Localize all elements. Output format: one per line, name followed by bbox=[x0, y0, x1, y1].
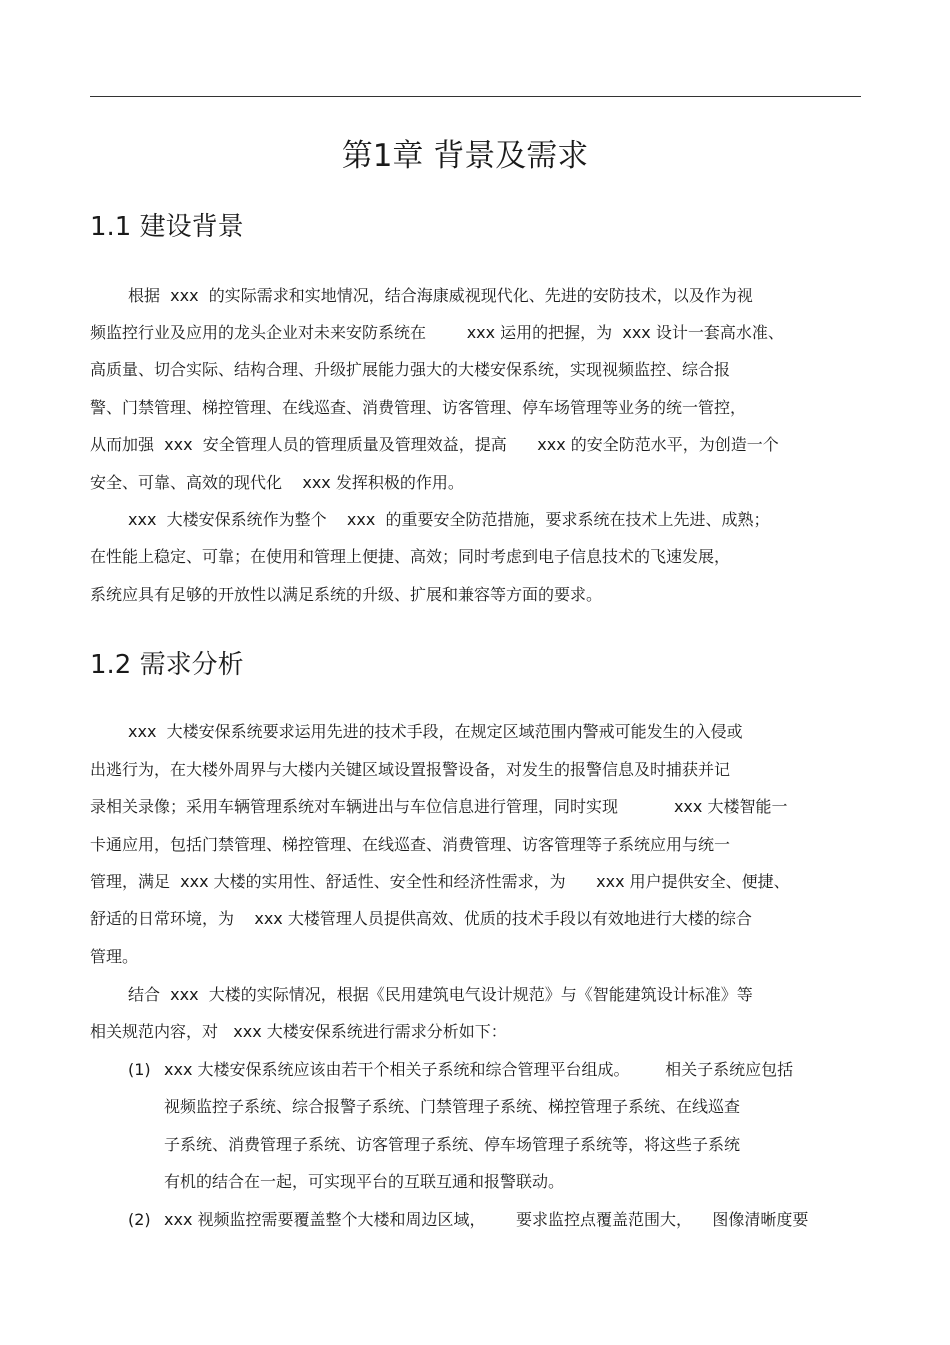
section-heading-background: 1.1 建设背景 bbox=[90, 212, 244, 242]
paragraph-line: 结合 xxx 大楼的实际情况，根据《民用建筑电气设计规范》与《智能建筑设计标准》等 bbox=[128, 985, 753, 1004]
list-item-line: xxx 大楼安保系统应该由若干个相关子系统和综合管理平台组成。 相关子系统应包括 bbox=[164, 1060, 794, 1079]
paragraph-line: xxx 大楼安保系统要求运用先进的技术手段，在规定区域范围内警戒可能发生的入侵或 bbox=[128, 722, 743, 741]
paragraph-line: xxx 大楼安保系统作为整个 xxx 的重要安全防范措施，要求系统在技术上先进、成熟； bbox=[128, 510, 770, 529]
list-item-line: 有机的结合在一起，可实现平台的互联互通和报警联动。 bbox=[164, 1172, 565, 1191]
paragraph-line: 卡通应用，包括门禁管理、梯控管理、在线巡查、消费管理、访客管理等子系统应用与统一 bbox=[90, 835, 731, 854]
paragraph-line: 出逃行为，在大楼外周界与大楼内关键区域设置报警设备，对发生的报警信息及时捕获并记 bbox=[90, 760, 731, 779]
paragraph-line: 安全、可靠、高效的现代化 xxx 发挥积极的作用。 bbox=[90, 473, 464, 492]
paragraph-line: 根据 xxx 的实际需求和实地情况，结合海康威视现代化、先进的安防技术，以及作为视 bbox=[128, 286, 753, 305]
paragraph-line: 管理。 bbox=[90, 947, 139, 966]
paragraph-line: 相关规范内容，对 xxx 大楼安保系统进行需求分析如下： bbox=[90, 1022, 507, 1041]
paragraph-line: 舒适的日常环境，为 xxx 大楼管理人员提供高效、优质的技术手段以有效地进行大楼的综合 bbox=[90, 909, 752, 928]
paragraph-line: 高质量、切合实际、结构合理、升级扩展能力强大的大楼安保系统，实现视频监控、综合报 bbox=[90, 360, 731, 379]
chapter-title: 第1章 背景及需求 bbox=[341, 138, 589, 174]
header-rule bbox=[90, 96, 861, 97]
list-item-line: 子系统、消费管理子系统、访客管理子系统、停车场管理子系统等，将这些子系统 bbox=[164, 1135, 741, 1154]
paragraph-line: 从而加强 xxx 安全管理人员的管理质量及管理效益，提高 xxx 的安全防范水平，为创造一个 bbox=[90, 435, 779, 454]
paragraph-line: 系统应具有足够的开放性以满足系统的升级、扩展和兼容等方面的要求。 bbox=[90, 585, 603, 604]
list-item-line: xxx 视频监控需要覆盖整个大楼和周边区域， 要求监控点覆盖范围大， 图像清晰度要 bbox=[164, 1210, 809, 1229]
paragraph-line: 在性能上稳定、可靠；在使用和管理上便捷、高效；同时考虑到电子信息技术的飞速发展， bbox=[90, 547, 731, 566]
list-item-line: 视频监控子系统、综合报警子系统、门禁管理子系统、梯控管理子系统、在线巡查 bbox=[164, 1097, 741, 1116]
paragraph-line: 管理，满足 xxx 大楼的实用性、舒适性、安全性和经济性需求，为 xxx 用户提供安全、便捷、 bbox=[90, 872, 790, 891]
paragraph-line: 录相关录像；采用车辆管理系统对车辆进出与车位信息进行管理，同时实现 xxx 大楼智能一 bbox=[90, 797, 788, 816]
list-number: (1) bbox=[128, 1060, 151, 1079]
paragraph-line: 警、门禁管理、梯控管理、在线巡查、消费管理、访客管理、停车场管理等业务的统一管控， bbox=[90, 398, 747, 417]
paragraph-line: 频监控行业及应用的龙头企业对未来安防系统在 xxx 运用的把握，为 xxx 设计一套高水准、 bbox=[90, 323, 784, 342]
section-heading-requirements: 1.2 需求分析 bbox=[90, 650, 244, 680]
list-number: (2) bbox=[128, 1210, 151, 1229]
